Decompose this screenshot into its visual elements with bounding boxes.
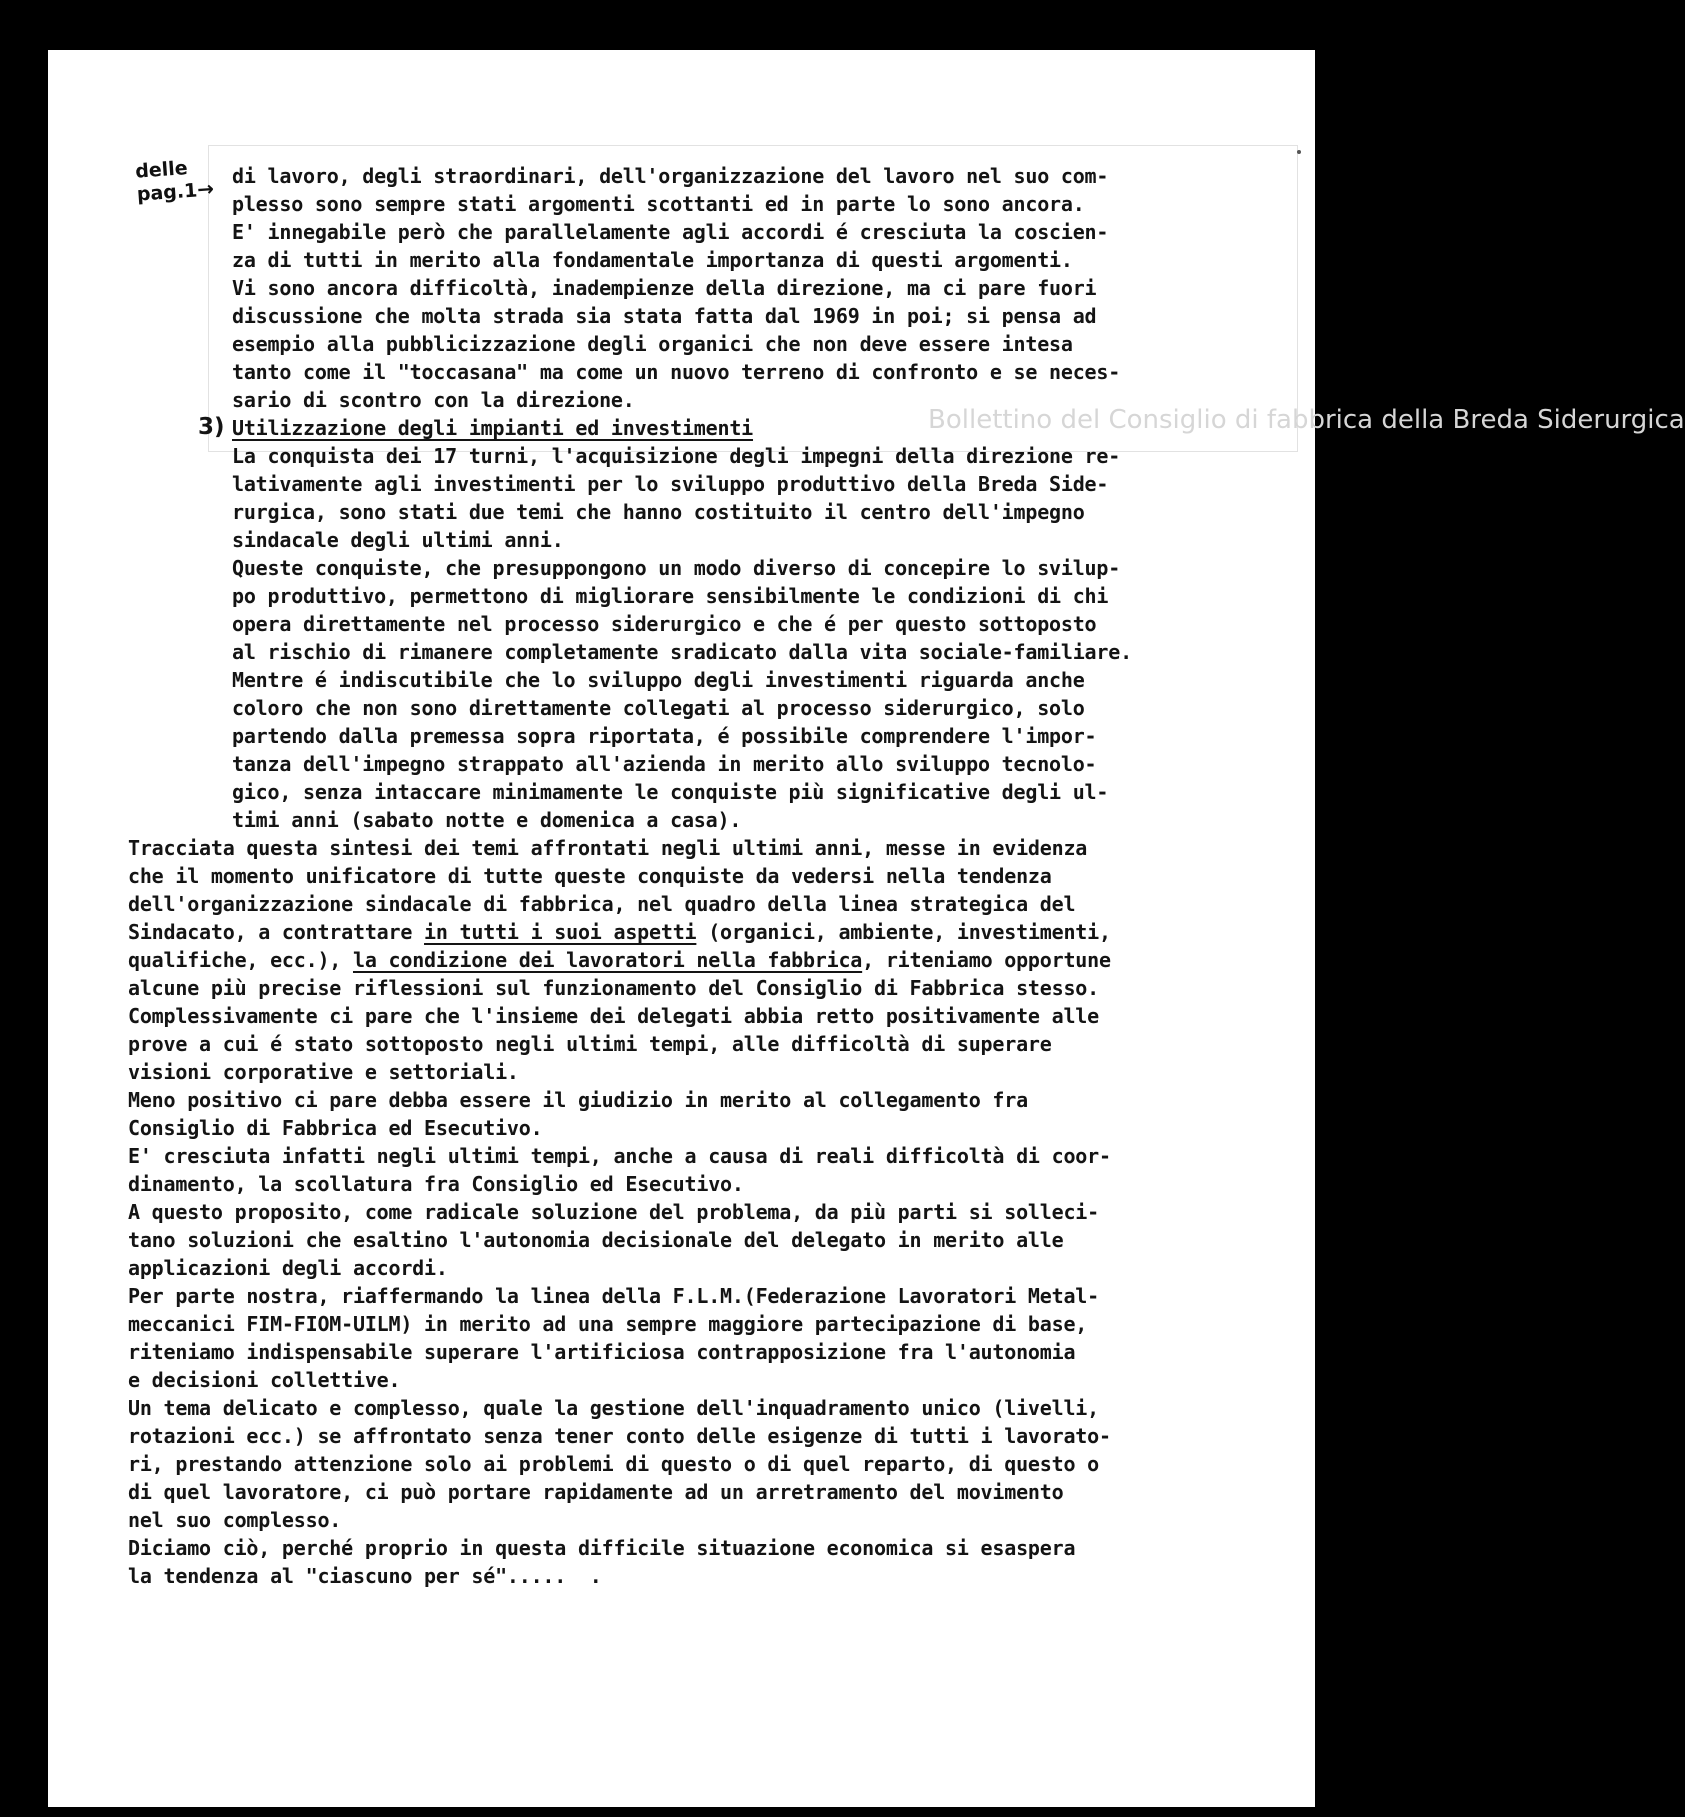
handwritten-margin-note [135, 155, 215, 205]
text-line: che il momento unificatore di tutte queste conquiste da vedersi nella tendenza [128, 864, 1052, 888]
text-line: e decisioni collettive. [128, 1368, 401, 1392]
text-line: coloro che non sono direttamente collegati al processo siderurgico, solo [232, 696, 1085, 720]
text-line: partendo dalla premessa sopra riportata, é possibile comprendere l'impor- [232, 724, 1097, 748]
text-line: rotazioni ecc.) se affrontato senza tener conto delle esigenze di tutti i lavorato- [128, 1424, 1111, 1448]
text-line: qualifiche, ecc.), la condizione dei lavoratori nella fabbrica, riteniamo opportune [128, 948, 1111, 972]
text-line: Vi sono ancora difficoltà, inadempienze della direzione, ma ci pare fuori [232, 276, 1097, 300]
margin-note-line1: delle [134, 157, 189, 183]
text-line: sindacale degli ultimi anni. [232, 528, 564, 552]
text-line: ri, prestando attenzione solo ai problemi di questo o di quel reparto, di questo o [128, 1452, 1099, 1476]
arrow-right-icon: → [196, 176, 215, 202]
text-line: Diciamo ciò, perché proprio in questa difficile situazione economica si esaspera [128, 1536, 1076, 1560]
underlined-phrase: in tutti i suoi aspetti [424, 920, 697, 944]
text-line: La conquista dei 17 turni, l'acquisizione degli impegni della direzione re- [232, 444, 1121, 468]
text-line: la tendenza al "ciascuno per sé"..... . [128, 1564, 602, 1588]
text-line: al rischio di rimanere completamente sradicato dalla vita sociale-familiare. [232, 640, 1132, 664]
text-line: Queste conquiste, che presuppongono un modo diverso di concepire lo svilup- [232, 556, 1121, 580]
text-line: Consiglio di Fabbrica ed Esecutivo. [128, 1116, 543, 1140]
text-line: za di tutti in merito alla fondamentale importanza di questi argomenti. [232, 248, 1073, 272]
text-line: Un tema delicato e complesso, quale la gestione dell'inquadramento unico (livelli, [128, 1396, 1099, 1420]
text-line: Complessivamente ci pare che l'insieme dei delegati abbia retto positivamente alle [128, 1004, 1099, 1028]
text-line: gico, senza intaccare minimamente le conquiste più significative degli ul- [232, 780, 1109, 804]
section-number: 3) [198, 414, 225, 440]
speck [1297, 150, 1301, 154]
text-line: dell'organizzazione sindacale di fabbrica, nel quadro della linea strategica del [128, 892, 1076, 916]
text-line: E' innegabile però che parallelamente agli accordi é cresciuta la coscien- [232, 220, 1109, 244]
text-line: di lavoro, degli straordinari, dell'organizzazione del lavoro nel suo com- [232, 164, 1109, 188]
text-line: opera direttamente nel processo siderurgico e che é per questo sottoposto [232, 612, 1097, 636]
text-line: dinamento, la scollatura fra Consiglio ed Esecutivo. [128, 1172, 744, 1196]
text-line: applicazioni degli accordi. [128, 1256, 448, 1280]
text-line: di quel lavoratore, ci può portare rapidamente ad un arretramento del movimento [128, 1480, 1064, 1504]
document-page [48, 50, 1685, 1807]
text-line: riteniamo indispensabile superare l'artificiosa contrapposizione fra l'autonomia [128, 1340, 1076, 1364]
margin-note-line2: pag.1 [136, 179, 198, 206]
text-line: tano soluzioni che esaltino l'autonomia decisionale del delegato in merito alle [128, 1228, 1064, 1252]
text-line: tanza dell'impegno strappato all'azienda in merito allo sviluppo tecnolo- [232, 752, 1097, 776]
text-line: esempio alla pubblicizzazione degli organici che non deve essere intesa [232, 332, 1073, 356]
text-line: Per parte nostra, riaffermando la linea della F.L.M.(Federazione Lavoratori Metal- [128, 1284, 1099, 1308]
text-line: Sindacato, a contrattare in tutti i suoi aspetti (organici, ambiente, investimenti, [128, 920, 1111, 944]
text-line: discussione che molta strada sia stata fatta dal 1969 in poi; si pensa ad [232, 304, 1097, 328]
text-line: Tracciata questa sintesi dei temi affrontati negli ultimi anni, messe in evidenza [128, 836, 1088, 860]
text-line: sario di scontro con la direzione. [232, 388, 635, 412]
text-line: meccanici FIM-FIOM-UILM) in merito ad una sempre maggiore partecipazione di base, [128, 1312, 1088, 1336]
text-line: plesso sono sempre stati argomenti scottanti ed in parte lo sono ancora. [232, 192, 1085, 216]
text-line: po produttivo, permettono di migliorare sensibilmente le condizioni di chi [232, 584, 1109, 608]
text-line: visioni corporative e settoriali. [128, 1060, 519, 1084]
text-line: Mentre é indiscutibile che lo sviluppo degli investimenti riguarda anche [232, 668, 1085, 692]
text-line: lativamente agli investimenti per lo sviluppo produttivo della Breda Side- [232, 472, 1109, 496]
underlined-phrase: la condizione dei lavoratori nella fabbrica [352, 948, 863, 972]
text-line: rurgica, sono stati due temi che hanno costituito il centro dell'impegno [232, 500, 1085, 524]
section-heading: Utilizzazione degli impianti ed investimenti [232, 416, 754, 440]
text-line: nel suo complesso. [128, 1508, 342, 1532]
text-line: timi anni (sabato notte e domenica a casa). [232, 808, 742, 832]
text-line: prove a cui é stato sottoposto negli ultimi tempi, alle difficoltà di superare [128, 1032, 1052, 1056]
text-line: A questo proposito, come radicale soluzione del problema, da più parti si solleci- [128, 1200, 1099, 1224]
bleed-through-text: Bollettino del Consiglio di fabbrica della Breda Siderurgica [928, 405, 1685, 435]
text-line: tanto come il "toccasana" ma come un nuovo terreno di confronto e se neces- [232, 360, 1121, 384]
text-line: Meno positivo ci pare debba essere il giudizio in merito al collegamento fra [128, 1088, 1028, 1112]
text-line: E' cresciuta infatti negli ultimi tempi, anche a causa di reali difficoltà di coor- [128, 1144, 1111, 1168]
text-line: alcune più precise riflessioni sul funzionamento del Consiglio di Fabbrica stesso. [128, 976, 1099, 1000]
